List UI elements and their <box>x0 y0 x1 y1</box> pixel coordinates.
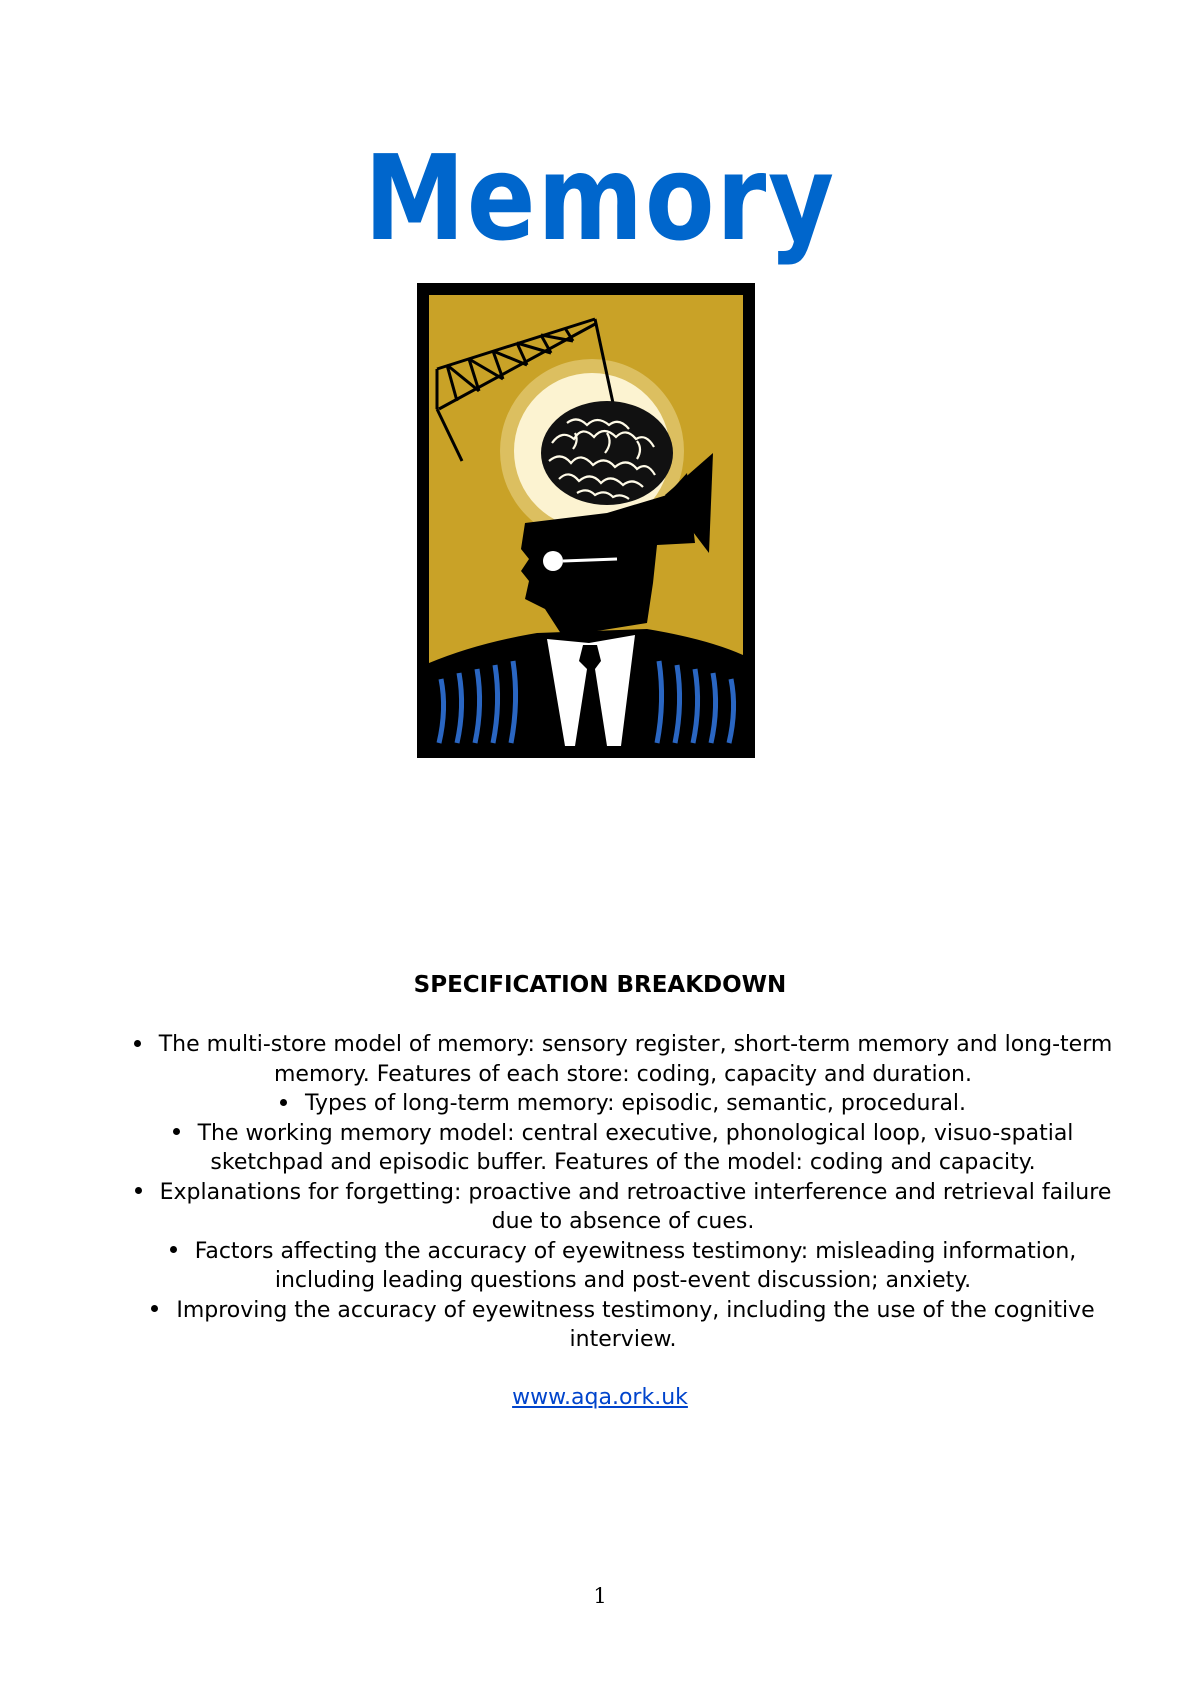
list-item: The working memory model: central executive, phonological loop, visuo-spatial sketchpad and episodic buffer. Features of the model: coding and capacity. <box>118 1119 1128 1178</box>
list-item: Types of long-term memory: episodic, semantic, procedural. <box>118 1089 1128 1119</box>
bullet-icon <box>170 1246 177 1253</box>
bullet-icon <box>135 1187 142 1194</box>
brain-icon <box>541 401 673 505</box>
bullet-icon <box>173 1128 180 1135</box>
list-item: Explanations for forgetting: proactive and retroactive interference and retrieval failure due to absence of cues. <box>118 1178 1128 1237</box>
specification-list <box>118 1030 1128 1355</box>
link-row <box>0 1383 1200 1413</box>
section-heading: SPECIFICATION BREAKDOWN <box>413 972 787 998</box>
list-item: The multi-store model of memory: sensory register, short-term memory and long-term memory. Features of each store: coding, capacity and duration. <box>118 1030 1128 1089</box>
aqa-website-link[interactable]: www.aqa.ork.uk <box>512 1385 688 1410</box>
bullet-icon <box>280 1099 287 1106</box>
page-number: 1 <box>593 1584 607 1608</box>
brain-crane-illustration <box>417 283 755 758</box>
list-item: Factors affecting the accuracy of eyewitness testimony: misleading information, including leading questions and post-event discussion; anxiety. <box>118 1237 1128 1296</box>
bullet-icon <box>134 1040 141 1047</box>
bullet-icon <box>151 1305 158 1312</box>
document-title: Memory <box>364 129 836 267</box>
list-item: Improving the accuracy of eyewitness testimony, including the use of the cognitive interview. <box>118 1296 1128 1355</box>
